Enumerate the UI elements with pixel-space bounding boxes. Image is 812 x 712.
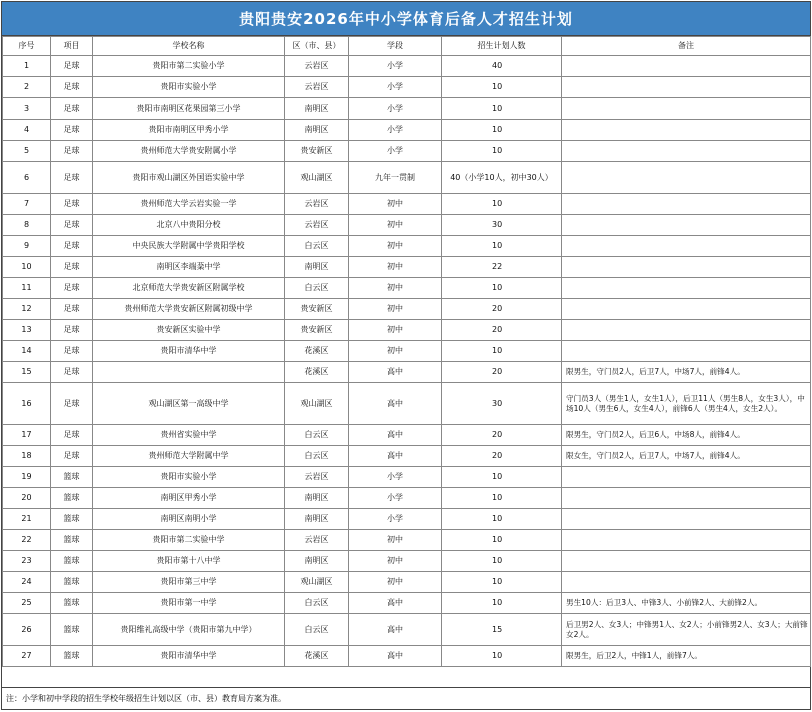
cell-remark — [562, 56, 811, 77]
table-row — [3, 383, 811, 425]
cell-no: 23 — [3, 551, 51, 572]
cell-remark: 限男生，守门员2人，后卫6人，中场8人，前锋4人。 — [562, 425, 811, 446]
cell-school: 北京师范大学贵安新区附属学校 — [93, 278, 285, 299]
cell-school: 贵阳市第三中学 — [93, 572, 285, 593]
cell-remark — [562, 236, 811, 257]
cell-plan: 10 — [442, 77, 562, 98]
table-row — [3, 162, 811, 194]
cell-no: 1 — [3, 56, 51, 77]
cell-no: 19 — [3, 467, 51, 488]
cell-remark — [562, 257, 811, 278]
cell-no: 11 — [3, 278, 51, 299]
col-header-school: 学校名称 — [93, 37, 285, 56]
cell-plan: 10 — [442, 509, 562, 530]
cell-stage: 初中 — [349, 299, 442, 320]
cell-school: 中央民族大学附属中学贵阳学校 — [93, 236, 285, 257]
cell-plan: 10 — [442, 467, 562, 488]
sheet-title: 贵阳贵安2026年中小学体育后备人才招生计划 — [2, 2, 810, 36]
cell-school: 贵州师范大学附属中学 — [93, 446, 285, 467]
cell-no: 5 — [3, 141, 51, 162]
cell-remark: 守门员3人（男生1人，女生1人），后卫11人（男生8人，女生3人），中场10人（男生6人，女生4人），前锋6人（男生4人，女生2人）。 — [562, 383, 811, 425]
cell-district: 白云区 — [285, 278, 349, 299]
table-body — [3, 56, 811, 667]
cell-plan: 15 — [442, 614, 562, 646]
cell-plan: 10 — [442, 236, 562, 257]
cell-plan: 20 — [442, 320, 562, 341]
cell-remark — [562, 120, 811, 141]
table-row — [3, 593, 811, 614]
cell-no: 24 — [3, 572, 51, 593]
cell-sport: 篮球 — [51, 646, 93, 667]
cell-school: 南明区甲秀小学 — [93, 488, 285, 509]
col-header-district: 区（市、县） — [285, 37, 349, 56]
cell-plan: 20 — [442, 362, 562, 383]
cell-school: 贵阳市南明区花果园第三小学 — [93, 98, 285, 120]
cell-sport: 足球 — [51, 299, 93, 320]
table-row — [3, 56, 811, 77]
cell-district: 白云区 — [285, 236, 349, 257]
cell-remark: 男生10人：后卫3人、中锋3人、小前锋2人、大前锋2人。 — [562, 593, 811, 614]
cell-district: 云岩区 — [285, 56, 349, 77]
cell-plan: 10 — [442, 120, 562, 141]
cell-remark — [562, 551, 811, 572]
cell-plan: 40 — [442, 56, 562, 77]
cell-school: 北京八中贵阳分校 — [93, 215, 285, 236]
cell-district: 观山湖区 — [285, 572, 349, 593]
cell-stage: 高中 — [349, 614, 442, 646]
cell-district: 南明区 — [285, 551, 349, 572]
cell-sport: 足球 — [51, 320, 93, 341]
cell-no: 9 — [3, 236, 51, 257]
cell-plan: 10 — [442, 488, 562, 509]
cell-remark — [562, 141, 811, 162]
cell-district: 白云区 — [285, 593, 349, 614]
cell-stage: 初中 — [349, 320, 442, 341]
cell-sport: 足球 — [51, 425, 93, 446]
col-header-remark: 备注 — [562, 37, 811, 56]
cell-school: 贵阳维礼高级中学（贵阳市第九中学） — [93, 614, 285, 646]
cell-stage: 高中 — [349, 646, 442, 667]
table-row — [3, 278, 811, 299]
cell-district: 白云区 — [285, 446, 349, 467]
table-row — [3, 141, 811, 162]
cell-plan: 10 — [442, 98, 562, 120]
cell-no: 18 — [3, 446, 51, 467]
cell-district: 南明区 — [285, 257, 349, 278]
cell-remark — [562, 572, 811, 593]
cell-district: 花溪区 — [285, 646, 349, 667]
cell-school: 贵阳市实验小学 — [93, 467, 285, 488]
cell-remark — [562, 509, 811, 530]
cell-stage: 初中 — [349, 257, 442, 278]
cell-stage: 小学 — [349, 120, 442, 141]
cell-district: 云岩区 — [285, 194, 349, 215]
table-row — [3, 530, 811, 551]
table-row — [3, 194, 811, 215]
cell-no: 27 — [3, 646, 51, 667]
cell-remark: 后卫男2人、女3人；中锋男1人、女2人；小前锋男2人、女3人；大前锋女2人。 — [562, 614, 811, 646]
table-row — [3, 341, 811, 362]
recruitment-sheet — [1, 1, 811, 710]
cell-plan: 30 — [442, 215, 562, 236]
cell-no: 17 — [3, 425, 51, 446]
cell-sport: 足球 — [51, 98, 93, 120]
cell-district: 南明区 — [285, 120, 349, 141]
cell-stage: 小学 — [349, 467, 442, 488]
cell-district: 观山湖区 — [285, 383, 349, 425]
cell-plan: 30 — [442, 383, 562, 425]
cell-sport: 足球 — [51, 162, 93, 194]
cell-stage: 小学 — [349, 141, 442, 162]
footnote: 注：小学和初中学段的招生学校年级招生计划以区（市、县）教育局方案为准。 — [2, 687, 810, 709]
table-row — [3, 215, 811, 236]
table-row — [3, 257, 811, 278]
cell-sport: 足球 — [51, 120, 93, 141]
cell-no: 21 — [3, 509, 51, 530]
cell-remark: 限男生，守门员2人，后卫7人，中场7人，前锋4人。 — [562, 362, 811, 383]
cell-no: 25 — [3, 593, 51, 614]
cell-remark — [562, 467, 811, 488]
cell-stage: 初中 — [349, 572, 442, 593]
cell-district: 南明区 — [285, 98, 349, 120]
cell-stage: 高中 — [349, 362, 442, 383]
cell-no: 15 — [3, 362, 51, 383]
cell-sport: 足球 — [51, 341, 93, 362]
cell-plan: 20 — [442, 446, 562, 467]
cell-plan: 20 — [442, 299, 562, 320]
table-row — [3, 572, 811, 593]
cell-district: 云岩区 — [285, 530, 349, 551]
col-header-plan: 招生计划人数 — [442, 37, 562, 56]
cell-plan: 20 — [442, 425, 562, 446]
cell-sport: 篮球 — [51, 509, 93, 530]
cell-no: 13 — [3, 320, 51, 341]
cell-remark — [562, 320, 811, 341]
cell-sport: 足球 — [51, 194, 93, 215]
table-row — [3, 362, 811, 383]
cell-school: 贵州师范大学贵安附属小学 — [93, 141, 285, 162]
table-row — [3, 425, 811, 446]
cell-district: 云岩区 — [285, 467, 349, 488]
cell-no: 22 — [3, 530, 51, 551]
cell-plan: 10 — [442, 572, 562, 593]
cell-district: 贵安新区 — [285, 320, 349, 341]
table-row — [3, 236, 811, 257]
col-header-no: 序号 — [3, 37, 51, 56]
cell-no: 26 — [3, 614, 51, 646]
cell-remark — [562, 162, 811, 194]
table-row — [3, 551, 811, 572]
cell-remark — [562, 299, 811, 320]
cell-school — [93, 362, 285, 383]
cell-school: 贵阳市清华中学 — [93, 341, 285, 362]
cell-stage: 小学 — [349, 77, 442, 98]
cell-sport: 足球 — [51, 141, 93, 162]
cell-district: 贵安新区 — [285, 141, 349, 162]
cell-sport: 篮球 — [51, 488, 93, 509]
cell-no: 16 — [3, 383, 51, 425]
cell-school: 贵阳市第二实验中学 — [93, 530, 285, 551]
cell-school: 南明区南明小学 — [93, 509, 285, 530]
col-header-stage: 学段 — [349, 37, 442, 56]
cell-stage: 高中 — [349, 425, 442, 446]
cell-no: 8 — [3, 215, 51, 236]
cell-plan: 10 — [442, 530, 562, 551]
cell-stage: 小学 — [349, 56, 442, 77]
cell-sport: 足球 — [51, 56, 93, 77]
cell-school: 贵阳市南明区甲秀小学 — [93, 120, 285, 141]
cell-district: 白云区 — [285, 614, 349, 646]
cell-plan: 40（小学10人，初中30人） — [442, 162, 562, 194]
table-row — [3, 77, 811, 98]
cell-plan: 10 — [442, 141, 562, 162]
header-row — [3, 37, 811, 56]
cell-sport: 足球 — [51, 362, 93, 383]
cell-stage: 初中 — [349, 215, 442, 236]
cell-school: 南明区李端棻中学 — [93, 257, 285, 278]
table-row — [3, 120, 811, 141]
cell-district: 云岩区 — [285, 215, 349, 236]
cell-district: 观山湖区 — [285, 162, 349, 194]
cell-remark — [562, 215, 811, 236]
cell-school: 贵阳市实验小学 — [93, 77, 285, 98]
cell-sport: 篮球 — [51, 467, 93, 488]
cell-district: 白云区 — [285, 425, 349, 446]
table-row — [3, 614, 811, 646]
cell-school: 贵阳市观山湖区外国语实验中学 — [93, 162, 285, 194]
cell-plan: 10 — [442, 341, 562, 362]
cell-stage: 小学 — [349, 488, 442, 509]
table-row — [3, 646, 811, 667]
cell-no: 10 — [3, 257, 51, 278]
cell-school: 贵州师范大学贵安新区附属初级中学 — [93, 299, 285, 320]
cell-stage: 高中 — [349, 446, 442, 467]
cell-district: 贵安新区 — [285, 299, 349, 320]
cell-plan: 10 — [442, 278, 562, 299]
cell-plan: 10 — [442, 551, 562, 572]
col-header-sport: 项目 — [51, 37, 93, 56]
cell-stage: 初中 — [349, 236, 442, 257]
cell-stage: 小学 — [349, 98, 442, 120]
table-row — [3, 446, 811, 467]
cell-stage: 初中 — [349, 530, 442, 551]
cell-school: 贵阳市第十八中学 — [93, 551, 285, 572]
cell-district: 花溪区 — [285, 362, 349, 383]
cell-sport: 篮球 — [51, 572, 93, 593]
cell-sport: 篮球 — [51, 593, 93, 614]
cell-remark — [562, 194, 811, 215]
cell-school: 观山湖区第一高级中学 — [93, 383, 285, 425]
cell-no: 14 — [3, 341, 51, 362]
cell-sport: 足球 — [51, 236, 93, 257]
cell-district: 南明区 — [285, 488, 349, 509]
cell-sport: 足球 — [51, 446, 93, 467]
cell-stage: 初中 — [349, 551, 442, 572]
cell-sport: 足球 — [51, 215, 93, 236]
cell-remark — [562, 77, 811, 98]
cell-plan: 10 — [442, 194, 562, 215]
cell-sport: 篮球 — [51, 614, 93, 646]
cell-plan: 10 — [442, 646, 562, 667]
cell-sport: 足球 — [51, 77, 93, 98]
cell-remark — [562, 488, 811, 509]
cell-school: 贵州师范大学云岩实验一学 — [93, 194, 285, 215]
table-row — [3, 509, 811, 530]
cell-stage: 高中 — [349, 383, 442, 425]
table-row — [3, 488, 811, 509]
cell-school: 贵阳市第一中学 — [93, 593, 285, 614]
cell-school: 贵阳市第二实验小学 — [93, 56, 285, 77]
cell-school: 贵安新区实验中学 — [93, 320, 285, 341]
cell-no: 12 — [3, 299, 51, 320]
cell-remark — [562, 98, 811, 120]
cell-stage: 初中 — [349, 194, 442, 215]
cell-school: 贵州省实验中学 — [93, 425, 285, 446]
cell-remark — [562, 530, 811, 551]
cell-stage: 小学 — [349, 509, 442, 530]
cell-stage: 初中 — [349, 341, 442, 362]
cell-stage: 九年一贯制 — [349, 162, 442, 194]
cell-remark: 限女生，守门员2人，后卫7人，中场7人，前锋4人。 — [562, 446, 811, 467]
cell-stage: 高中 — [349, 593, 442, 614]
cell-no: 6 — [3, 162, 51, 194]
table-row — [3, 467, 811, 488]
table-row — [3, 320, 811, 341]
cell-district: 南明区 — [285, 509, 349, 530]
cell-no: 2 — [3, 77, 51, 98]
cell-sport: 足球 — [51, 257, 93, 278]
cell-no: 4 — [3, 120, 51, 141]
cell-school: 贵阳市清华中学 — [93, 646, 285, 667]
cell-remark — [562, 341, 811, 362]
cell-no: 20 — [3, 488, 51, 509]
cell-district: 云岩区 — [285, 77, 349, 98]
table-row — [3, 299, 811, 320]
cell-stage: 初中 — [349, 278, 442, 299]
cell-sport: 足球 — [51, 278, 93, 299]
cell-remark — [562, 278, 811, 299]
recruitment-table — [2, 36, 811, 667]
cell-no: 7 — [3, 194, 51, 215]
cell-sport: 足球 — [51, 383, 93, 425]
cell-plan: 22 — [442, 257, 562, 278]
table-row — [3, 98, 811, 120]
cell-sport: 篮球 — [51, 551, 93, 572]
cell-no: 3 — [3, 98, 51, 120]
cell-plan: 10 — [442, 593, 562, 614]
cell-district: 花溪区 — [285, 341, 349, 362]
cell-remark: 限男生，后卫2人，中锋1人，前锋7人。 — [562, 646, 811, 667]
cell-sport: 篮球 — [51, 530, 93, 551]
